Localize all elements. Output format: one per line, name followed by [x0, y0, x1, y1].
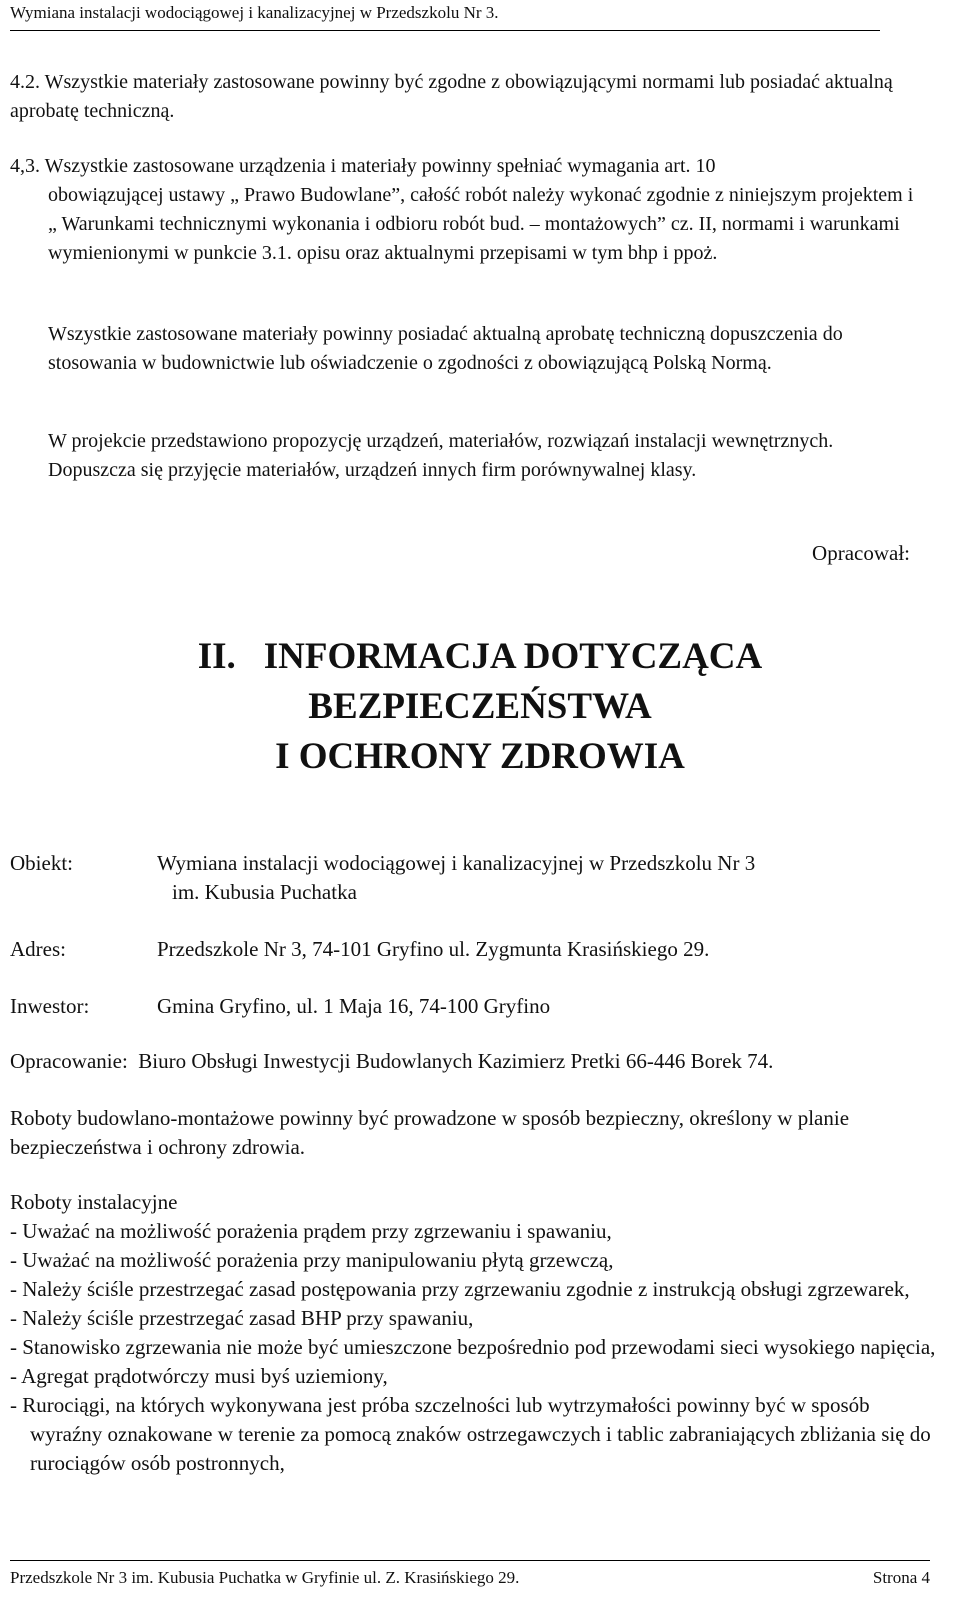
obiekt-value-line2: im. Kubusia Puchatka — [172, 880, 357, 904]
safety-list — [10, 1217, 940, 1478]
footer-address: Przedszkole Nr 3 im. Kubusia Puchatka w Gryfinie ul. Z. Krasińskiego 29. — [10, 1568, 520, 1587]
section-title — [0, 632, 960, 782]
section-title-line1: INFORMACJA DOTYCZĄCA — [263, 636, 763, 677]
signature-label: Opracował: — [812, 541, 910, 565]
obiekt-value: Wymiana instalacji wodociągowej i kanalizacyjnej w Przedszkolu Nr 3 — [157, 851, 756, 875]
paragraph-4-3-first-line: 4,3. Wszystkie zastosowane urządzenia i materiały powinny spełniać wymagania art. 10 — [10, 155, 716, 177]
inwestor-label: Inwestor: — [10, 994, 90, 1018]
list-item: - Rurociągi, na których wykonywana jest próba szczelności lub wytrzymałości powinny być w sposób wyraźny oznakowane w terenie za pomocą znaków ostrzegawczych i tablic zabraniających zbliżania się do rurociągów osób postronnych, — [10, 1393, 931, 1475]
paragraph-materials: Wszystkie zastosowane materiały powinny posiadać aktualną aprobatę techniczną dopuszczenia do stosowania w budownictwie lub oświadczenie o zgodności z obowiązującą Polską Normą. — [48, 323, 843, 374]
header-title: Wymiana instalacji wodociągowej i kanalizacyjnej w Przedszkolu Nr 3. — [10, 3, 499, 22]
safety-list-title: Roboty instalacyjne — [10, 1190, 178, 1214]
adres-label: Adres: — [10, 937, 66, 961]
inwestor-value: Gmina Gryfino, ul. 1 Maja 16, 74-100 Gryfino — [157, 994, 551, 1018]
section-title-line3: I OCHRONY ZDROWIA — [275, 736, 685, 777]
list-item: - Uważać na możliwość porażenia prądem przy zgrzewaniu i spawaniu, — [10, 1219, 612, 1243]
paragraph-4-3-rest: obowiązującej ustawy „ Prawo Budowlane”, całość robót należy wykonać zgodnie z niniejszym projektem i „ Warunkami technicznymi wykonania i odbioru robót bud. – montażowych” cz. II, normami i warunkami wymienionymi w punkcie 3.1. opisu oraz aktualnymi przepisami w tym bhp i ppoż. — [48, 184, 914, 264]
list-item: - Agregat prądotwórczy musi byś uziemiony, — [10, 1364, 388, 1388]
list-item: - Uważać na możliwość porażenia przy manipulowaniu płytą grzewczą, — [10, 1248, 614, 1272]
section-title-line2: BEZPIECZEŃSTWA — [308, 686, 652, 727]
paragraph-4-2: 4.2. Wszystkie materiały zastosowane powinny być zgodne z obowiązującymi normami lub posiadać aktualną aprobatę techniczną. — [10, 71, 893, 122]
page-footer — [10, 1560, 930, 1587]
list-item: - Należy ściśle przestrzegać zasad postępowania przy zgrzewaniu zgodnie z instrukcją obsługi zgrzewarek, — [10, 1277, 910, 1301]
paragraph-proposal: W projekcie przedstawiono propozycję urządzeń, materiałów, rozwiązań instalacji wewnętrznych. Dopuszcza się przyjęcie materiałów, urządzeń innych firm porównywalnej klasy. — [48, 430, 834, 481]
safety-intro: Roboty budowlano-montażowe powinny być prowadzone w sposób bezpieczny, określony w planie bezpieczeństwa i ochrony zdrowia. — [10, 1106, 850, 1159]
list-item: - Należy ściśle przestrzegać zasad BHP przy spawaniu, — [10, 1306, 474, 1330]
section-number: II. — [197, 636, 236, 677]
adres-value: Przedszkole Nr 3, 74-101 Gryfino ul. Zygmunta Krasińskiego 29. — [157, 937, 710, 961]
obiekt-label: Obiekt: — [10, 851, 73, 875]
page-header — [10, 2, 880, 31]
list-item: - Stanowisko zgrzewania nie może być umieszczone bezpośrednio pod przewodami sieci wysokiego napięcia, — [10, 1335, 936, 1359]
opracowanie-line: Opracowanie: Biuro Obsługi Inwestycji Budowlanych Kazimierz Pretki 66-446 Borek 74. — [10, 1049, 774, 1073]
page-number: Strona 4 — [872, 1568, 930, 1587]
